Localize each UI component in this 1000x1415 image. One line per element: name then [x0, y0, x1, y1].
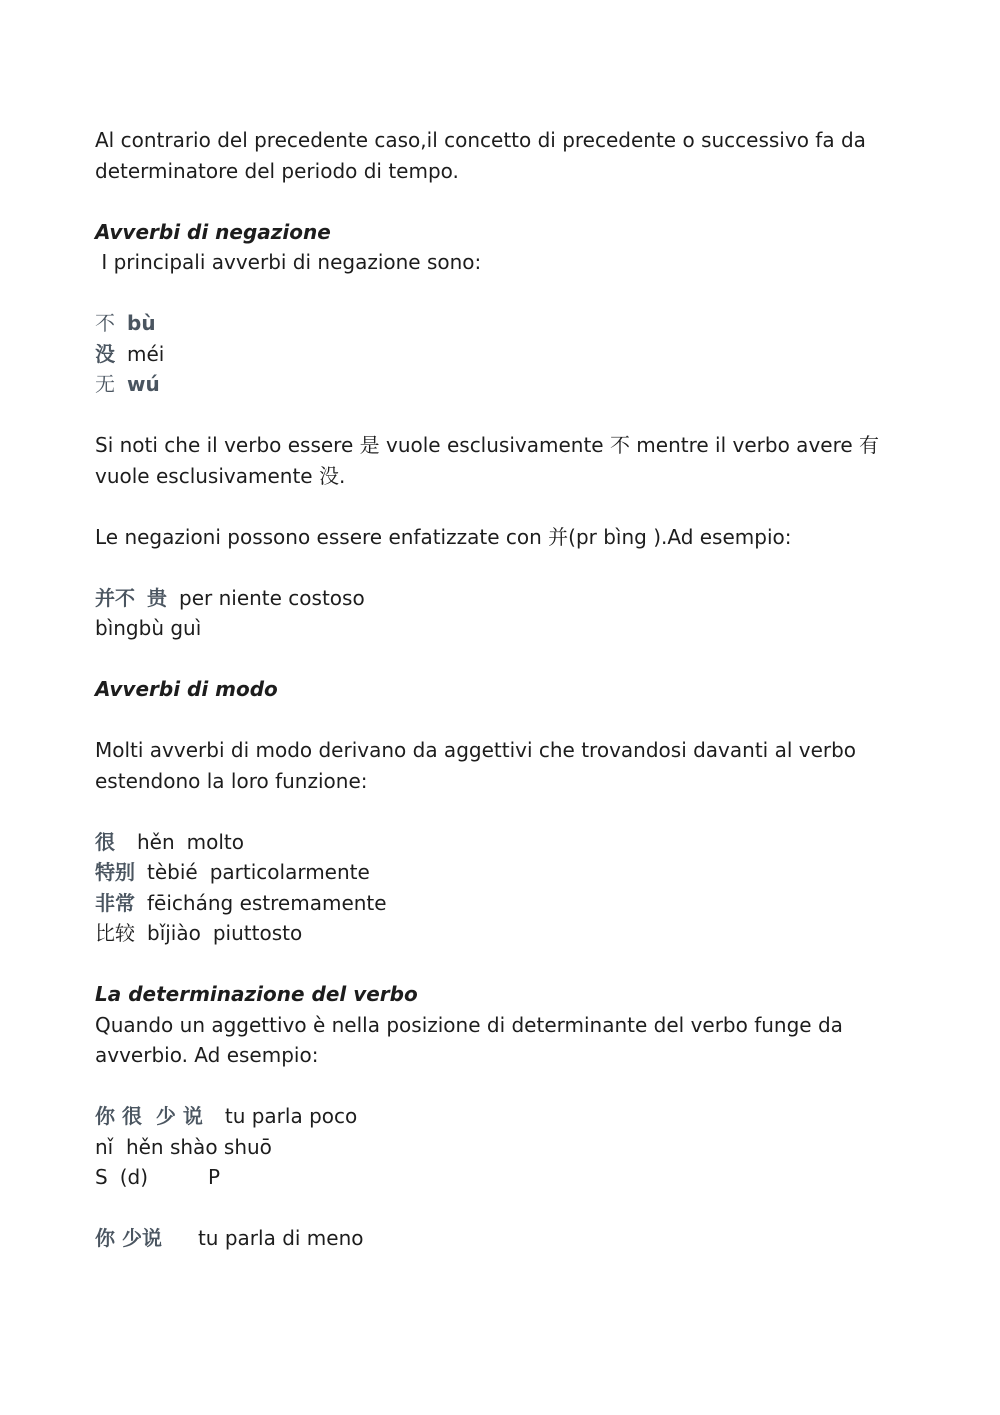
- note-line-1: Si noti che il verbo essere 是 vuole esclusivamente 不 mentre il verbo avere 有: [95, 433, 880, 457]
- negazione-item-bu: 不 bù: [95, 311, 156, 335]
- modo-item-tebie: 特别 tèbié particolarmente: [95, 860, 370, 884]
- modo-item-feichang: 非常 fēicháng estremamente: [95, 890, 387, 915]
- determinazione-text-1: Quando un aggettivo è nella posizione di determinante del verbo funge da: [95, 1012, 843, 1037]
- example-ni-hen-shao-shuo-pinyin: nǐ hěn shào shuō: [95, 1134, 272, 1159]
- heading-negazione: Avverbi di negazione: [95, 219, 331, 244]
- modo-item-bijiao: 比较 bǐjiào piuttosto: [95, 921, 303, 945]
- negazione-intro: I principali avverbi di negazione sono:: [95, 250, 482, 274]
- example-bingbugui: 并不 贵 per niente costoso: [95, 585, 365, 610]
- heading-determinazione: La determinazione del verbo: [95, 982, 418, 1006]
- document-page: [95, 125, 885, 1254]
- modo-text-1: Molti avverbi di modo derivano da aggettivi che trovandosi davanti al verbo: [95, 738, 857, 762]
- negazione-item-mei: 没 méi: [95, 341, 165, 366]
- example-ni-shao-shuo: 你 少说 tu parla di meno: [95, 1226, 364, 1250]
- determinazione-text-2: avverbio. Ad esempio:: [95, 1043, 319, 1067]
- note-line-2: vuole esclusivamente 没.: [95, 463, 346, 488]
- intro-line-2: determinatore del periodo di tempo.: [95, 158, 459, 183]
- negazione-item-wu: 无 wú: [95, 372, 160, 396]
- modo-text-2: estendono la loro funzione:: [95, 768, 368, 793]
- example-bingbugui-pinyin: bìngbù guì: [95, 616, 202, 640]
- example-ni-hen-shao-shuo: 你 很 少 说 tu parla poco: [95, 1104, 358, 1128]
- enfasi-line: Le negazioni possono essere enfatizzate con 并(pr bìng ).Ad esempio:: [95, 524, 792, 549]
- intro-line-1: Al contrario del precedente caso,il concetto di precedente o successivo fa da: [95, 128, 866, 152]
- example-analysis: S (d) P: [95, 1165, 221, 1189]
- heading-modo: Avverbi di modo: [95, 677, 278, 701]
- modo-item-hen: 很 hěn molto: [95, 829, 245, 854]
